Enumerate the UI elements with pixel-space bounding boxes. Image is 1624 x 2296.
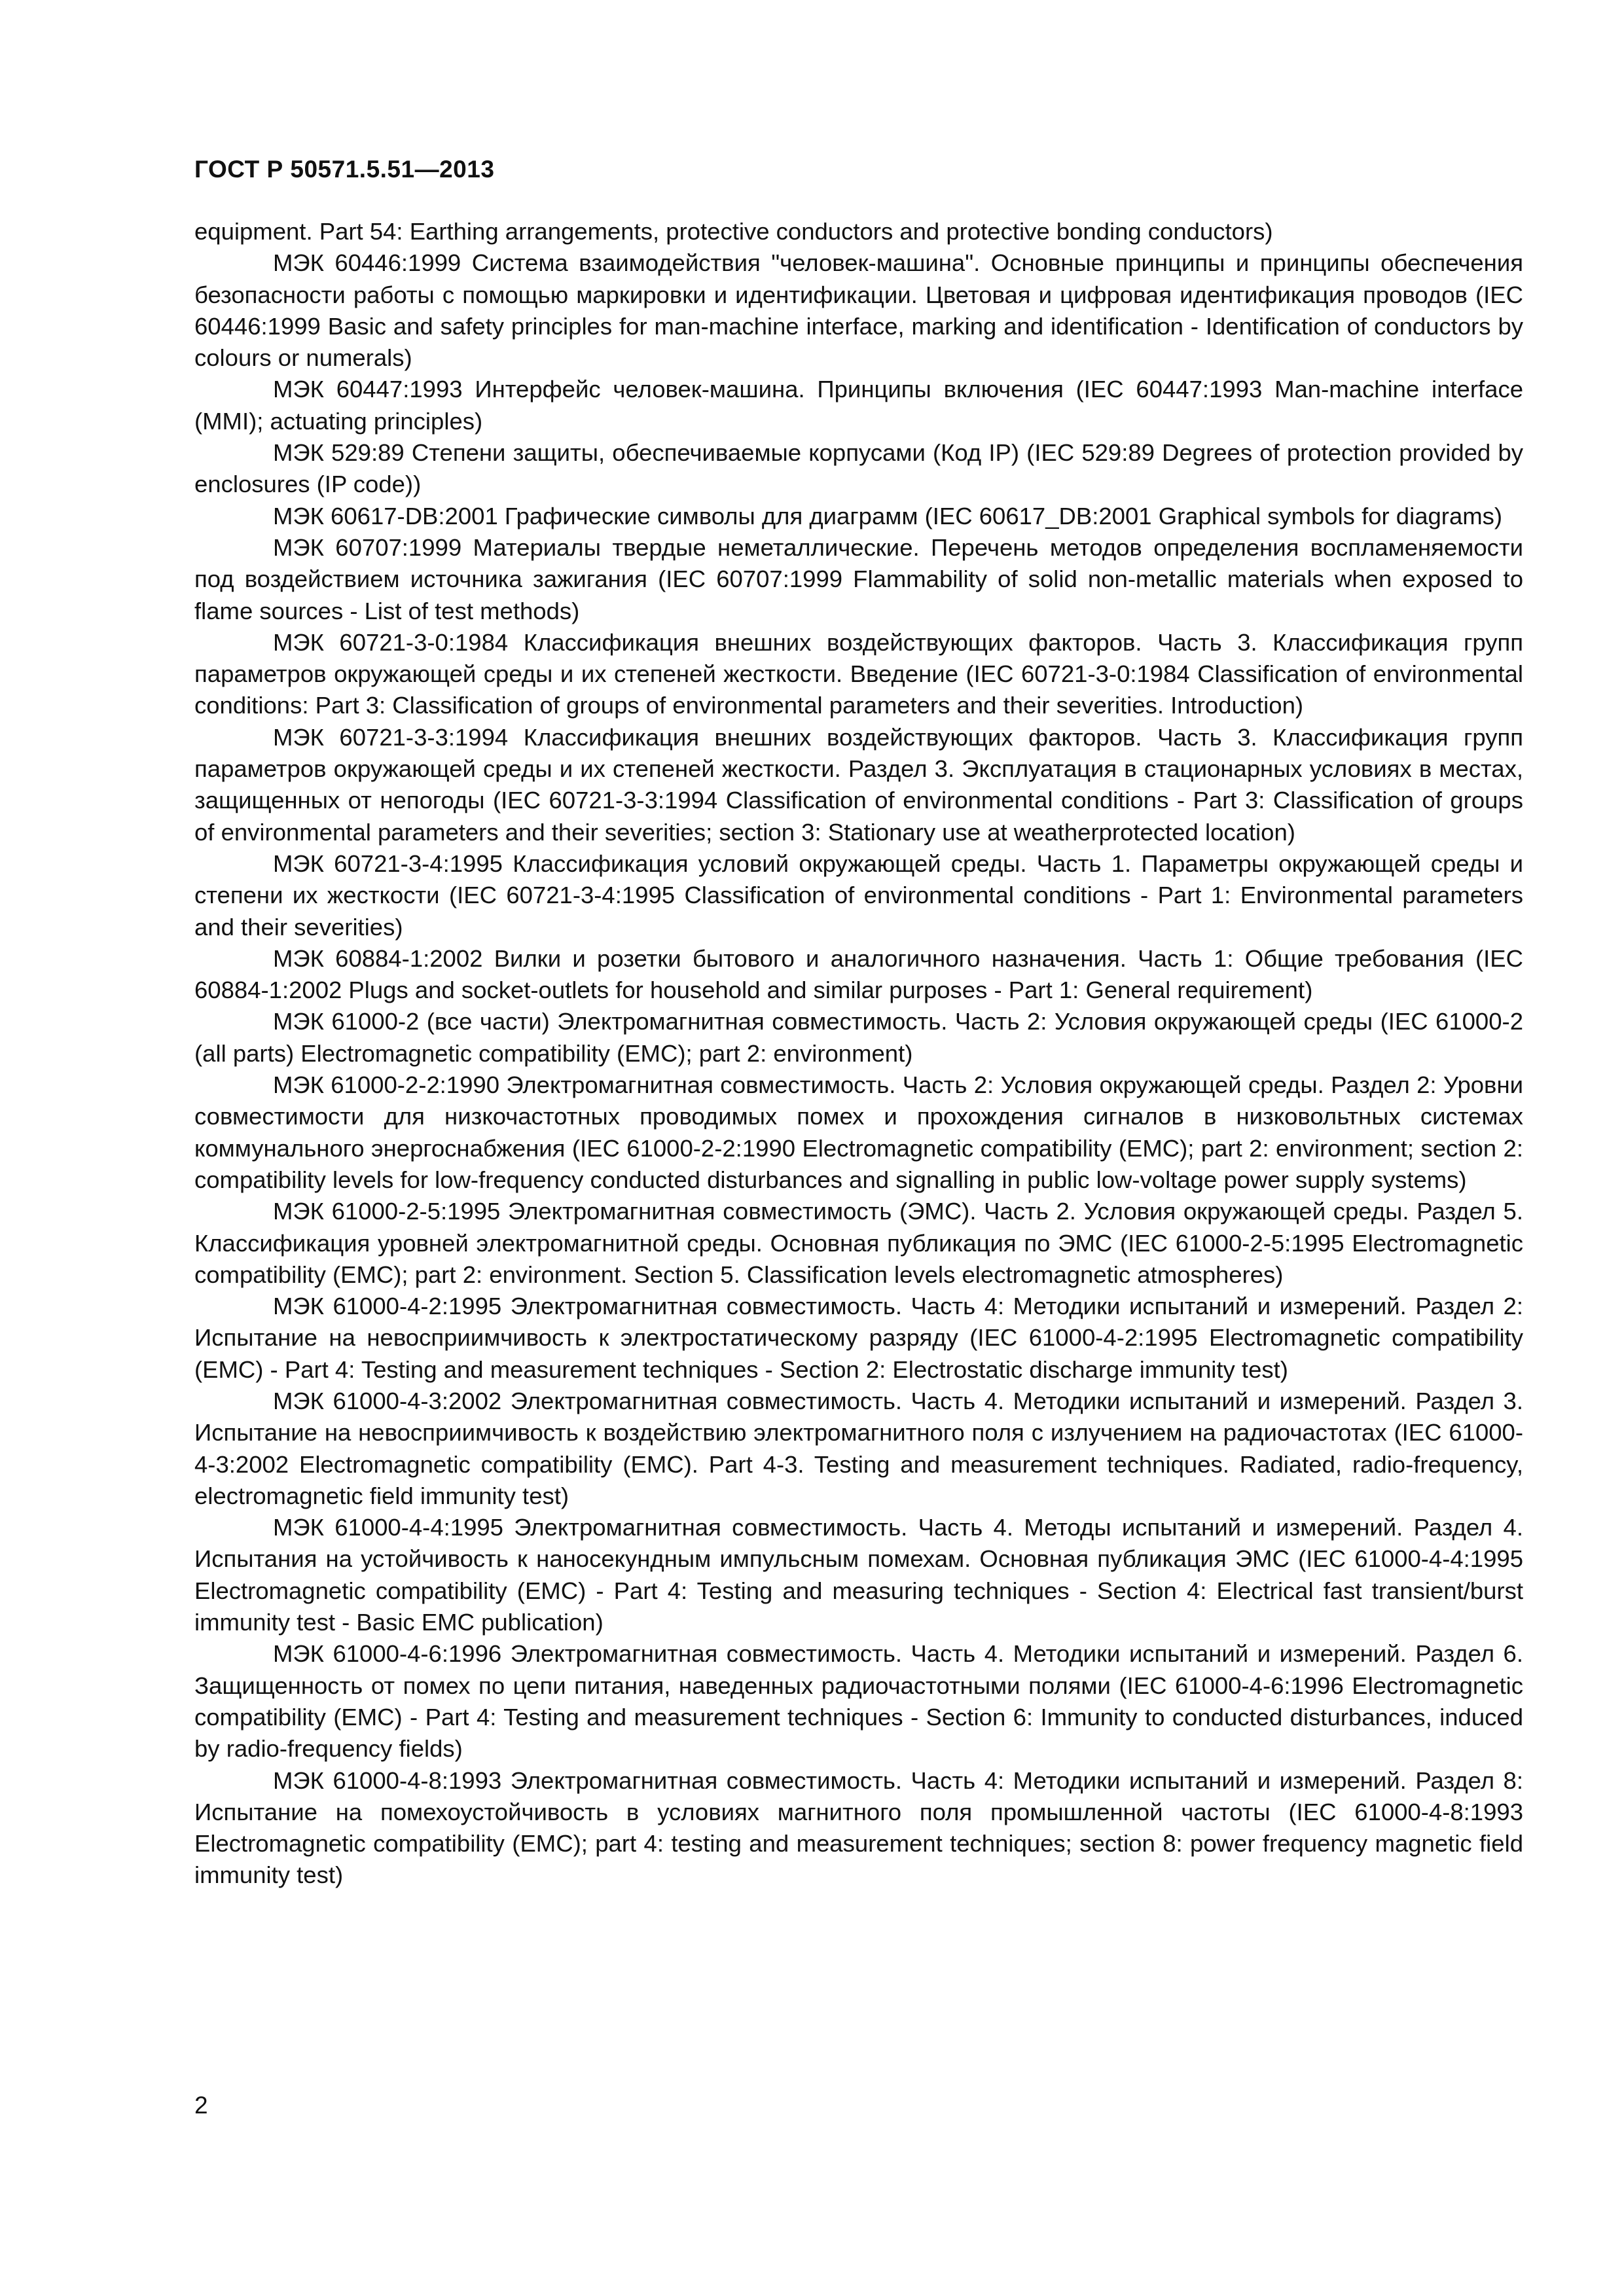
- paragraph: МЭК 60721-3-0:1984 Классификация внешних воздействующих факторов. Часть 3. Классификация групп параметров окружающей среды и их степеней жесткости. Введение (IEC 60721-3-0:1984 Classification of environmental conditions: Part 3: Classification of groups of environmental parameters and their severities. Introduction): [194, 628, 1523, 719]
- paragraph: МЭК 61000-4-6:1996 Электромагнитная совместимость. Часть 4. Методики испытаний и измерений. Раздел 6. Защищенность от помех по цепи питания, наведенных радиочастотными полями (IEC 61000-4-6:1996 Electromagnetic compatibility (EMC) - Part 4: Testing and measurement techniques - Section 6: Immunity to conducted disturbances, induced by radio-frequency fields): [194, 1640, 1523, 1763]
- paragraph: МЭК 61000-2 (все части) Электромагнитная совместимость. Часть 2: Условия окружающей среды (IEC 61000-2 (all parts) Electromagnetic compatibility (EMC); part 2: environment): [194, 1008, 1523, 1067]
- document-body: [194, 216, 1523, 1892]
- paragraph: МЭК 529:89 Степени защиты, обеспечиваемые корпусами (Код IP) (IEC 529:89 Degrees of protection provided by enclosures (IP code)): [194, 439, 1523, 498]
- paragraph: МЭК 61000-4-4:1995 Электромагнитная совместимость. Часть 4. Методы испытаний и измерений. Раздел 4. Испытания на устойчивость к наносекундным импульсным помехам. Основная публикация ЭМС (IEC 61000-4-4:1995 Electromagnetic compatibility (EMC) - Part 4: Testing and measuring techniques - Section 4: Electrical fast transient/burst immunity test - Basic EMC publication): [194, 1514, 1523, 1636]
- paragraph: МЭК 60884-1:2002 Вилки и розетки бытового и аналогичного назначения. Часть 1: Общие требования (IEC 60884-1:2002 Plugs and socket-outlets for household and similar purposes - Part 1: General requirement): [194, 944, 1523, 1004]
- paragraph: МЭК 60721-3-4:1995 Классификация условий окружающей среды. Часть 1. Параметры окружающей среды и степени их жесткости (IEC 60721-3-4:1995 Classification of environmental conditions - Part 1: Environmental parameters and their severities): [194, 850, 1523, 941]
- paragraph: МЭК 61000-2-2:1990 Электромагнитная совместимость. Часть 2: Условия окружающей среды. Раздел 2: Уровни совместимости для низкочастотных проводимых помех и прохождения сигналов в низковольтных системах коммунального энергоснабжения (IEC 61000-2-2:1990 Electromagnetic compatibility (EMC); part 2: environment; section 2: compatibility levels for low-frequency conducted disturbances and signalling in public low-voltage power supply systems): [194, 1071, 1523, 1193]
- paragraph: МЭК 60707:1999 Материалы твердые неметаллические. Перечень методов определения воспламеняемости под воздействием источника зажигания (IEC 60707:1999 Flammability of solid non-metallic materials when exposed to flame sources - List of test methods): [194, 533, 1523, 624]
- paragraph: МЭК 61000-4-2:1995 Электромагнитная совместимость. Часть 4: Методики испытаний и измерений. Раздел 2: Испытание на невосприимчивость к электростатическому разряду (IEC 61000-4-2:1995 Electromagnetic compatibility (EMC) - Part 4: Testing and measurement techniques - Section 2: Electrostatic discharge immunity test): [194, 1293, 1523, 1383]
- paragraph: МЭК 60446:1999 Система взаимодействия "человек-машина". Основные принципы и принципы обеспечения безопасности работы с помощью маркировки и идентификации. Цветовая и цифровая идентификация проводов (IEC 60446:1999 Basic and safety principles for man-machine interface, marking and identification - Identification of conductors by colours or numerals): [194, 249, 1523, 372]
- paragraph: МЭК 60721-3-3:1994 Классификация внешних воздействующих факторов. Часть 3. Классификация групп параметров окружающей среды и их степеней жесткости. Раздел 3. Эксплуатация в стационарных условиях в местах, защищенных от непогоды (IEC 60721-3-3:1994 Classification of environmental conditions - Part 3: Classification of groups of environmental parameters and their severities; section 3: Stationary use at weatherprotected location): [194, 723, 1523, 846]
- paragraph: equipment. Part 54: Earthing arrangements, protective conductors and protective bonding conductors): [194, 218, 1273, 245]
- page-number: 2: [194, 2092, 208, 2119]
- paragraph: МЭК 60447:1993 Интерфейс человек-машина. Принципы включения (IEC 60447:1993 Man-machine interface (MMI); actuating principles): [194, 376, 1523, 435]
- paragraph: МЭК 61000-4-8:1993 Электромагнитная совместимость. Часть 4: Методики испытаний и измерений. Раздел 8: Испытание на помехоустойчивость в условиях магнитного поля промышленной частоты (IEC 61000-4-8:1993 Electromagnetic compatibility (EMC); part 4: testing and measurement techniques; section 8: power frequency magnetic field immunity test): [194, 1767, 1523, 1889]
- paragraph: МЭК 61000-2-5:1995 Электромагнитная совместимость (ЭМС). Часть 2. Условия окружающей среды. Раздел 5. Классификация уровней электромагнитной среды. Основная публикация по ЭМС (IEC 61000-2-5:1995 Electromagnetic compatibility (EMC); part 2: environment. Section 5. Classification levels electromagnetic atmospheres): [194, 1198, 1523, 1288]
- paragraph: МЭК 61000-4-3:2002 Электромагнитная совместимость. Часть 4. Методики испытаний и измерений. Раздел 3. Испытание на невосприимчивость к воздействию электромагнитного поля с излучением на радиочастотах (IEC 61000-4-3:2002 Electromagnetic compatibility (EMC). Part 4-3. Testing and measurement techniques. Radiated, radio-frequency, electromagnetic field immunity test): [194, 1387, 1523, 1509]
- paragraph: МЭК 60617-DB:2001 Графические символы для диаграмм (IEC 60617_DB:2001 Graphical symbols for diagrams): [273, 502, 1503, 529]
- document-header: ГОСТ Р 50571.5.51—2013: [194, 156, 495, 183]
